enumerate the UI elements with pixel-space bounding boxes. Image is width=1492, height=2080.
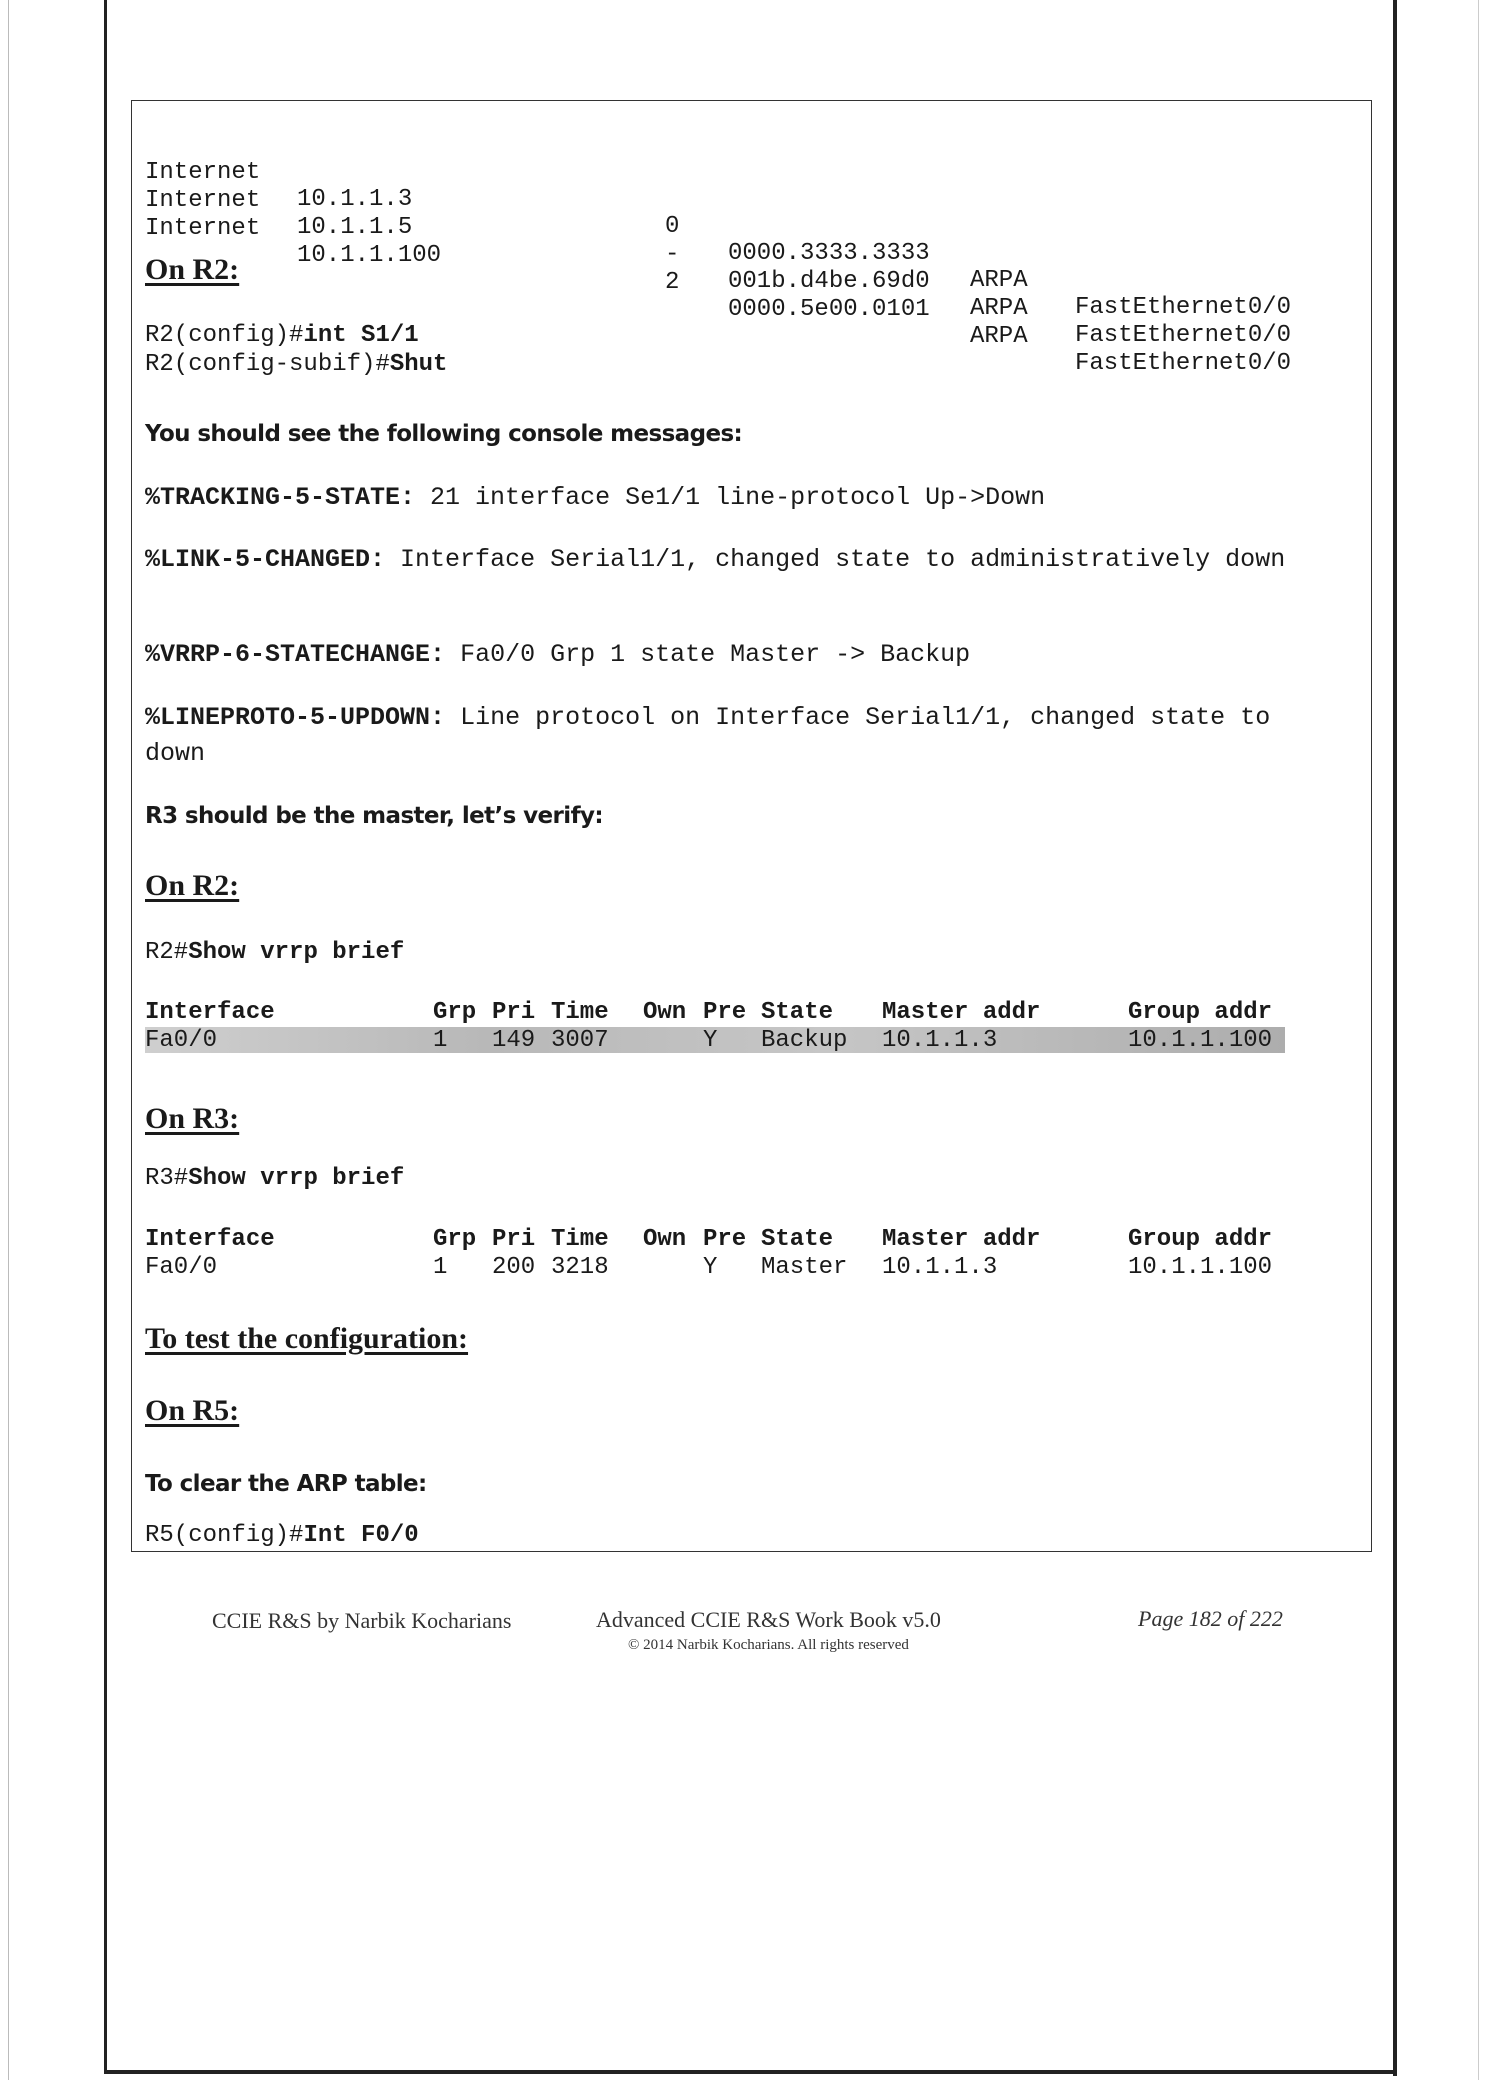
scan-edge-left (8, 0, 9, 2080)
arp-address: 10.1.1.3 (297, 186, 413, 213)
message-tag: %TRACKING-5-STATE: (145, 483, 416, 512)
cli-command: Show vrrp brief (188, 939, 405, 966)
column-header: Interface (145, 1226, 275, 1253)
column-header: Interface (145, 999, 275, 1026)
heading-on-r5: On R5: (145, 1394, 240, 1427)
column-header: Master addr (882, 1226, 1041, 1253)
command-line (145, 1165, 404, 1192)
message-text: Fa0/0 Grp 1 state Master -> Backup (445, 640, 971, 669)
message-text: 21 interface Se1/1 line-protocol Up->Down (415, 483, 1046, 512)
table-cell: Y (703, 1254, 718, 1281)
footer-book-title (596, 1607, 941, 1654)
table-cell: Fa0/0 (145, 1027, 218, 1054)
table-cell: Y (703, 1027, 718, 1054)
message-tag: %LINEPROTO-5-UPDOWN: (145, 703, 446, 732)
page-frame-bottom (104, 2070, 1397, 2074)
console-message (145, 701, 1345, 773)
arp-mac: 0000.3333.3333 (728, 240, 930, 267)
note-clear-arp: To clear the ARP table: (145, 1471, 427, 1497)
heading-on-r2: On R2: (145, 253, 240, 286)
console-message (145, 481, 1345, 517)
table-cell: 1 (433, 1254, 448, 1281)
footer-page-number: Page 182 of 222 (1138, 1606, 1283, 1631)
column-header: Pri (492, 999, 536, 1026)
cli-prompt: R3# (145, 1165, 189, 1192)
cli-prompt: R2(config)# (145, 322, 304, 349)
message-tag: %VRRP-6-STATECHANGE: (145, 640, 446, 669)
table-cell: 10.1.1.3 (882, 1254, 998, 1281)
footer-title: Advanced CCIE R&S Work Book v5.0 (596, 1607, 941, 1632)
column-header: Grp (433, 1226, 477, 1253)
cli-command: Show vrrp brief (188, 1165, 405, 1192)
scan-edge-right (1478, 0, 1479, 2080)
note-console-messages: You should see the following console messages: (145, 421, 743, 447)
message-text: Interface Serial1/1, changed state to administratively down (385, 545, 1286, 574)
footer-author: CCIE R&S by Narbik Kocharians (212, 1608, 512, 1633)
table-cell: 1 (433, 1027, 448, 1054)
command-line (145, 322, 419, 349)
arp-type: ARPA (970, 323, 1028, 350)
message-tag: %LINK-5-CHANGED: (145, 545, 386, 574)
arp-address: 10.1.1.100 (297, 242, 442, 269)
heading-on-r3: On R3: (145, 1102, 240, 1135)
table-cell: 10.1.1.3 (882, 1027, 998, 1054)
console-message (145, 543, 1345, 579)
column-header: Pre (703, 1226, 747, 1253)
column-header: Master addr (882, 999, 1041, 1026)
command-line (145, 1522, 419, 1549)
note-verify-master: R3 should be the master, let’s verify: (145, 803, 603, 829)
cli-prompt: R2# (145, 939, 189, 966)
vrrp-table-header (145, 1226, 1285, 1254)
column-header: Own (643, 999, 687, 1026)
vrrp-table-row-highlighted (145, 1027, 1285, 1053)
column-header: Time (551, 1226, 609, 1253)
cli-command: Shut (389, 351, 448, 378)
cli-command: Int F0/0 (303, 1522, 419, 1549)
arp-interface: FastEthernet0/0 (1075, 350, 1292, 377)
arp-type: ARPA (970, 295, 1028, 322)
arp-mac: 0000.5e00.0101 (728, 296, 930, 323)
column-header: Group addr (1128, 1226, 1273, 1253)
column-header: Own (643, 1226, 687, 1253)
heading-test-configuration: To test the configuration: (145, 1322, 469, 1355)
arp-mac: 001b.d4be.69d0 (728, 268, 930, 295)
arp-address: 10.1.1.5 (297, 214, 413, 241)
arp-interface: FastEthernet0/0 (1075, 322, 1292, 349)
cli-prompt: R2(config-subif)# (145, 351, 390, 378)
cli-prompt: R5(config)# (145, 1522, 304, 1549)
arp-interface: FastEthernet0/0 (1075, 294, 1292, 321)
content-box (131, 100, 1372, 1552)
column-header: State (761, 1226, 834, 1253)
column-header: Pri (492, 1226, 536, 1253)
command-line (145, 351, 447, 378)
table-cell: 10.1.1.100 (1128, 1027, 1273, 1054)
column-header: Grp (433, 999, 477, 1026)
table-cell: 3218 (551, 1254, 609, 1281)
arp-protocol: Internet (145, 187, 261, 214)
table-cell: Fa0/0 (145, 1254, 218, 1281)
table-cell: 10.1.1.100 (1128, 1254, 1273, 1281)
command-line (145, 939, 404, 966)
table-cell: 149 (492, 1027, 536, 1054)
column-header: Group addr (1128, 999, 1273, 1026)
arp-protocol: Internet (145, 159, 261, 186)
vrrp-table-row (145, 1254, 1285, 1280)
cli-command: int S1/1 (303, 322, 419, 349)
table-cell: 200 (492, 1254, 536, 1281)
page-frame-right (1393, 0, 1397, 2076)
arp-protocol: Internet (145, 215, 261, 242)
column-header: State (761, 999, 834, 1026)
page-frame-left (104, 0, 107, 2074)
table-cell: Backup (761, 1027, 848, 1054)
column-header: Pre (703, 999, 747, 1026)
arp-type: ARPA (970, 267, 1028, 294)
heading-on-r2: On R2: (145, 869, 240, 902)
column-header: Time (551, 999, 609, 1026)
table-cell: 3007 (551, 1027, 609, 1054)
table-cell: Master (761, 1254, 848, 1281)
arp-age: 0 (665, 213, 680, 240)
arp-age: 2 (665, 269, 680, 296)
console-message (145, 638, 1345, 674)
footer-copyright: © 2014 Narbik Kocharians. All rights reserved (628, 1637, 909, 1653)
vrrp-table-header (145, 999, 1285, 1027)
message-text: Line protocol on Interface Serial1/1, changed state to down (145, 703, 1271, 768)
arp-age: - (665, 241, 680, 268)
